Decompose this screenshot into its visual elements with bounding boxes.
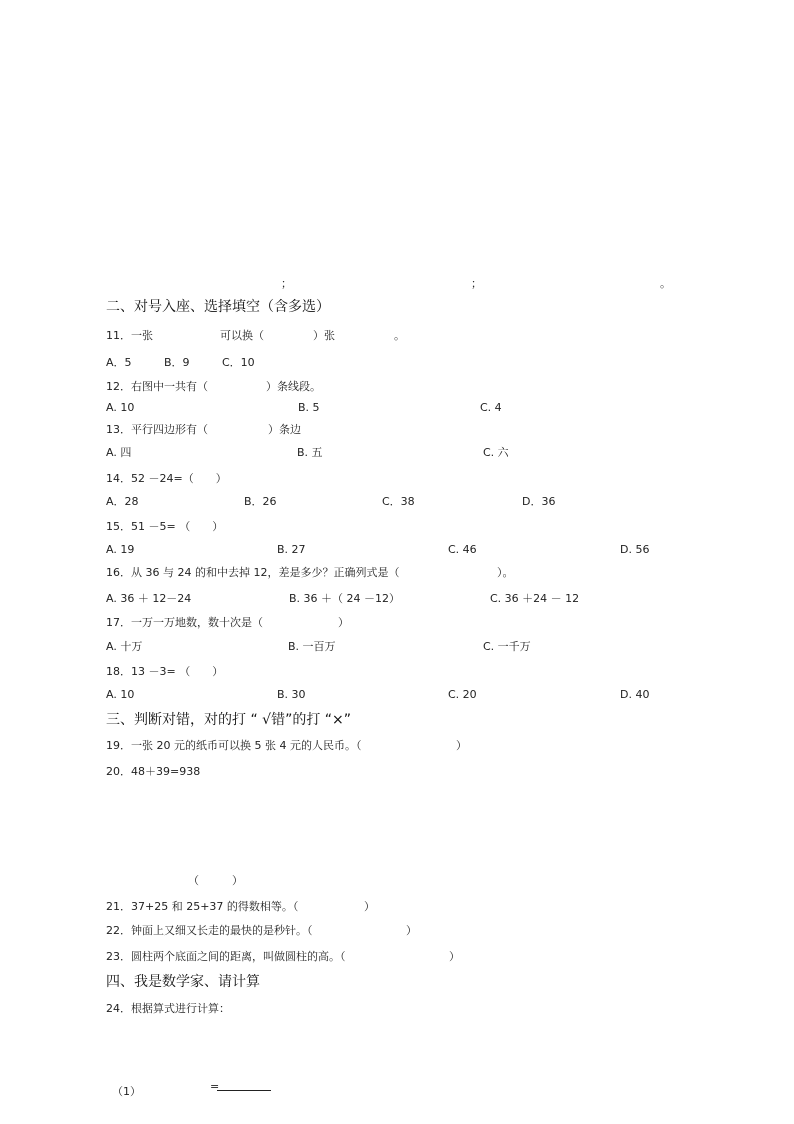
q17-stem-b: ） [338, 616, 349, 629]
q14-stem: 14．52 －24=（ ） [106, 472, 227, 485]
q23-stem-a: 23．圆柱两个底面之间的距离，叫做圆柱的高。（ [106, 950, 346, 963]
section3-heading: 三、判断对错，对的打 “ √错”的打 “×” [106, 712, 352, 728]
q13-option-c: C. 六 [483, 446, 509, 459]
q15-option-b: B. 27 [277, 543, 306, 556]
q17-option-a: A. 十万 [106, 640, 143, 653]
q13-stem-a: 13．平行四边形有（ [106, 423, 208, 436]
q24-item1-label: （1） [112, 1085, 141, 1098]
q11-d: 。 [394, 329, 405, 342]
q17-option-b: B. 一百万 [288, 640, 336, 653]
top-mark-3: 。 [660, 277, 671, 290]
q15-option-a: A. 19 [106, 543, 135, 556]
q14-option-c: C．38 [382, 495, 415, 508]
q18-stem: 18．13 －3= （ ） [106, 665, 224, 678]
q14-option-d: D．36 [522, 495, 556, 508]
q16-option-c: C. 36 ＋24 － 12 [490, 592, 580, 605]
q20-answer-paren: （ ） [188, 874, 243, 887]
q18-option-d: D. 40 [620, 688, 650, 701]
q14-option-b: B．26 [244, 495, 277, 508]
q17-option-c: C. 一千万 [483, 640, 531, 653]
q11-option-a: A．5 [106, 356, 132, 369]
q16-stem-b: ）。 [497, 566, 514, 579]
q12-option-c: C. 4 [480, 401, 502, 414]
q16-stem-a: 16．从 36 与 24 的和中去掉 12，差是多少？正确列式是（ [106, 566, 400, 579]
section2-heading: 二、对号入座、选择填空（含多选） [106, 299, 330, 315]
q11-option-c: C．10 [222, 356, 255, 369]
q24-item1-equals: = [210, 1080, 220, 1093]
q19-stem-a: 19．一张 20 元的纸币可以换 5 张 4 元的人民币。（ [106, 739, 362, 752]
q24-stem: 24．根据算式进行计算： [106, 1002, 230, 1015]
q13-option-b: B. 五 [297, 446, 323, 459]
q24-item1-answer-blank[interactable] [217, 1089, 271, 1091]
q12-option-a: A. 10 [106, 401, 135, 414]
q20-stem: 20．48＋39=938 [106, 765, 201, 778]
q11-a: 11．一张 [106, 329, 153, 342]
q18-option-c: C. 20 [448, 688, 477, 701]
q23-stem-b: ） [449, 950, 460, 963]
q11-option-b: B．9 [164, 356, 190, 369]
q21-stem-a: 21．37+25 和 25+37 的得数相等。（ [106, 900, 299, 913]
q16-option-b: B. 36 ＋（ 24 －12） [289, 592, 401, 605]
q13-stem-b: ）条边 [268, 423, 301, 436]
q21-stem-b: ） [364, 900, 375, 913]
q16-option-a: A. 36 ＋ 12－24 [106, 592, 192, 605]
q11-c: ）张 [313, 329, 335, 342]
section4-heading: 四、我是数学家、请计算 [106, 974, 260, 990]
q12-stem-a: 12．右图中一共有（ [106, 380, 208, 393]
top-mark-1: ； [281, 277, 292, 290]
q22-stem-b: ） [406, 924, 417, 937]
q18-option-a: A. 10 [106, 688, 135, 701]
q18-option-b: B. 30 [277, 688, 306, 701]
q15-stem: 15．51 －5= （ ） [106, 520, 224, 533]
q22-stem-a: 22．钟面上又细又长走的最快的是秒针。（ [106, 924, 313, 937]
q19-stem-b: ） [456, 739, 467, 752]
q14-option-a: A．28 [106, 495, 139, 508]
q11-b: 可以换（ [220, 329, 264, 342]
q13-option-a: A. 四 [106, 446, 132, 459]
q15-option-d: D. 56 [620, 543, 650, 556]
q12-stem-b: ）条线段。 [266, 380, 321, 393]
q12-option-b: B. 5 [298, 401, 320, 414]
top-mark-2: ； [471, 277, 482, 290]
q17-stem-a: 17．一万一万地数，数十次是（ [106, 616, 263, 629]
q15-option-c: C. 46 [448, 543, 477, 556]
